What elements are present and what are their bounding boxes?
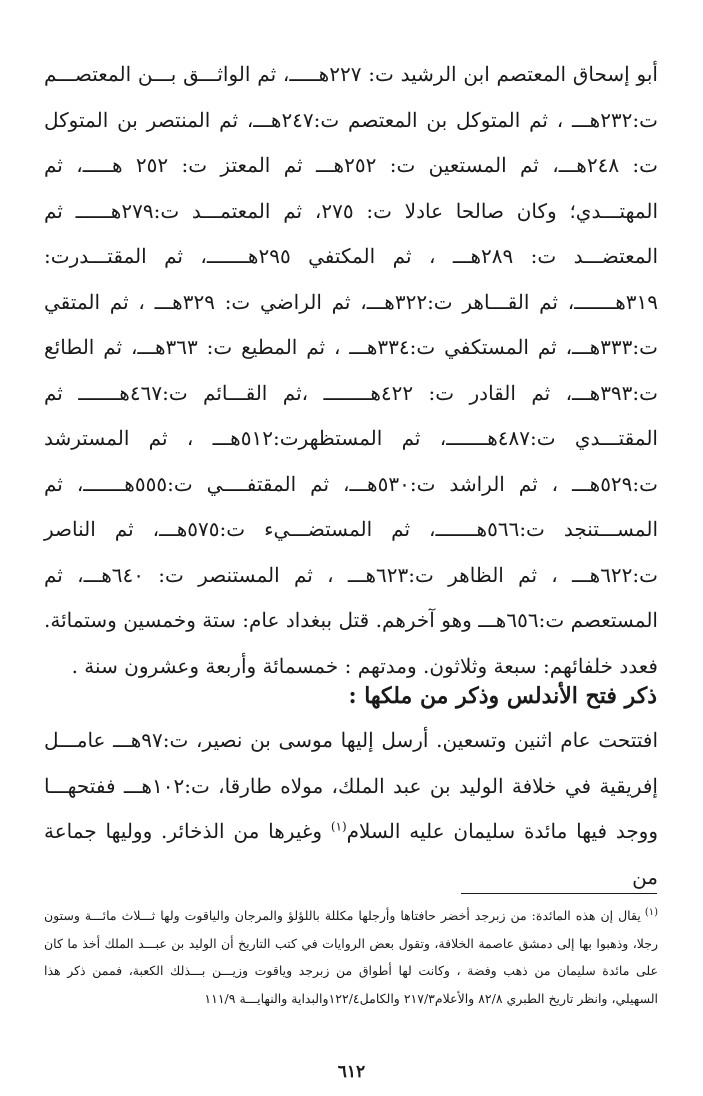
footnote-text: يقال إن هذه المائدة: من زبرجد أخضر حافتاها وأرجلها مكللة باللؤلؤ والمرجان والياقوت ولها ثـــلاث مائـــة وستون رجلا، وذهبوا بها إلى دمشق عاصمة الخلافة، وتقول بعض الروايات في كتب التاريخ أن الوليد بن عبـــد الملك أخذ ما كان على مائدة سليمان من ذهب وفضة ، وكانت لها أطواق من زبرجد وياقوت وزيـــن بـــذلك الكعبة، فممن ذكر هذا السهيلي، وانظر تاريخ الطبري ٨٢/٨ والأعلام٢١٧/٣ والكامل١٢٢/٤والبداية والنهايـــة ١١١/٩ xyxy=(44,908,658,1006)
andalus-conquest-paragraph xyxy=(44,718,658,900)
andalus-text-after-note: وغيرها من الذخائر. ووليها جماعة من xyxy=(44,819,658,889)
section-heading-andalus-conquest: ذكر فتح الأندلس وذكر من ملكها : xyxy=(348,683,657,709)
footnote-divider xyxy=(461,893,657,894)
caliphs-list-paragraph: أبو إسحاق المعتصم ابن الرشيد ت: ٢٢٧هـــــ، ثم الواثـــق بـــن المعتصـــم ت:٢٣٢هـــ ، ثم المتوكل بن المعتصم ت:٢٤٧هـــ، ثم المنتصر بن المتوكل ت: ٢٤٨هـــ، ثم المستعين ت: ٢٥٢هـــ ثم المعتز ت: ٢٥٢ هـــــ، ثم المهتـــدي؛ وكان صالحا عادلا ت: ٢٧٥، ثم المعتمـــد ت:٢٧٩هــــــ ثم المعتضـــد ت: ٢٨٩هـــ ، ثم المكتفي ٢٩٥هـــــــ، ثم المقتـــدرت: ٣١٩هـــــــ، ثم القـــاهر ت:٣٢٢هـــ، ثم الراضي ت: ٣٢٩هـــ ، ثم المتقي ت:٣٣٣هـــ، ثم المستكفي ت:٣٣٤هـــ ، ثم المطيع ت: ٣٦٣هـــ، ثم الطائع ت:٣٩٣هـــ، ثم القادر ت: ٤٢٢هــــــــ ،ثم القـــائم ت:٤٦٧هـــــــ ثم المقتـــدي ت:٤٨٧هـــــــ، ثم المستظهرت:٥١٢هـــ ، ثم المسترشد ت:٥٢٩هـــ ، ثم الراشد ت:٥٣٠هـــ، ثم المقتفــــي ت:٥٥٥هـــــــ، ثم المســـتنجد ت:٥٦٦هـــــــ، ثم المستضـــيء ت:٥٧٥هـــ، ثم الناصر ت:٦٢٢هـــ ، ثم الظاهر ت:٦٢٣هـــ ، ثم المستنصر ت: ٦٤٠هـــ، ثم المستعصم ت:٦٥٦هـــ وهو آخرهم. قتل ببغداد عام: ستة وخمسين وستمائة. فعدد خلفائهم: سبعة وثلاثون. ومدتهم : خمسمائة وأربعة وعشرون سنة . xyxy=(44,62,659,678)
page-number: ٦١٢ xyxy=(337,1062,366,1082)
andalus-text-before-note: افتتحت عام اثنين وتسعين. أرسل إليها موسى بن نصير، ت:٩٧هـــ عامـــل إفريقية في خلافة الوليد بن عبد الملك، مولاه طارقا، ت:١٠٢هـــ ففتحهـــا ووجد فيها مائدة سليمان عليه السلام xyxy=(44,728,659,843)
footnote xyxy=(44,902,658,1012)
footnote-reference[interactable]: (١) xyxy=(330,819,347,834)
footnote-marker: (١) xyxy=(644,906,658,918)
